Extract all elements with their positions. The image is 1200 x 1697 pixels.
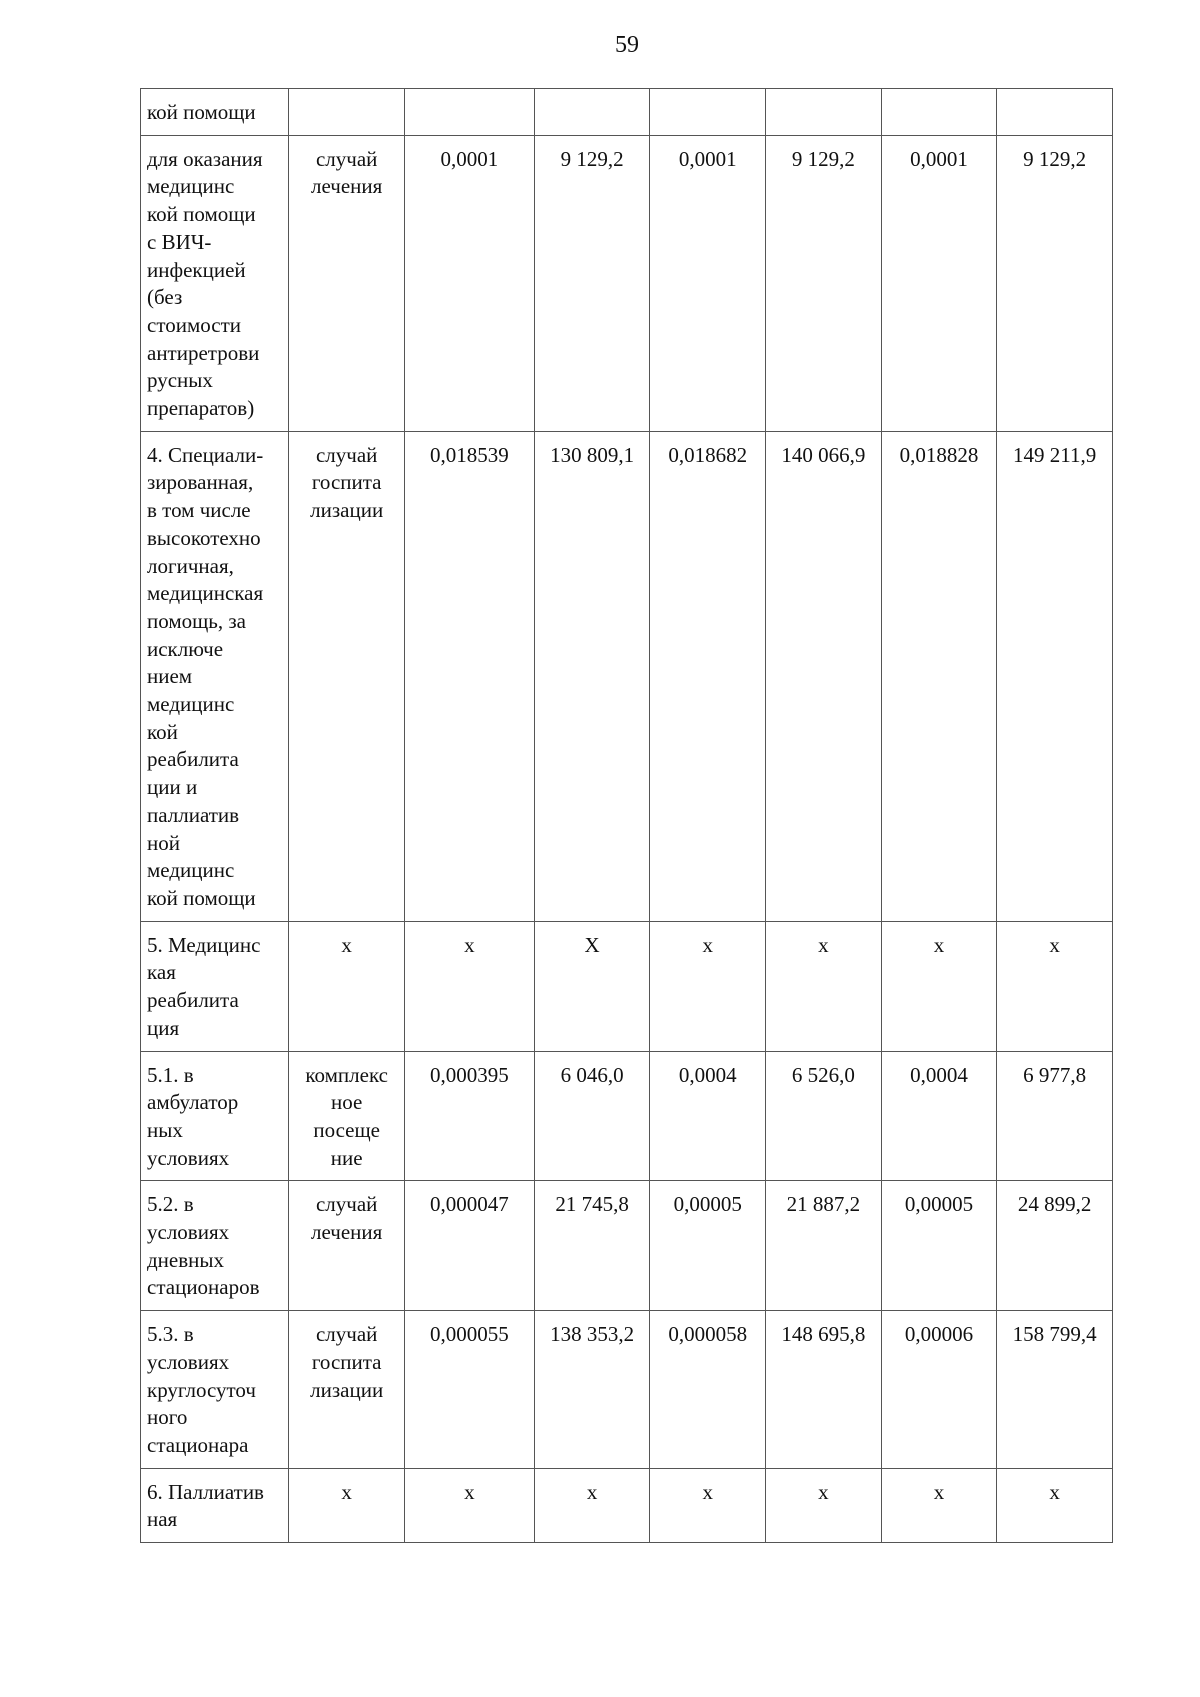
row-name-cell (141, 1468, 289, 1542)
row-name-line: 4. Специали- (147, 442, 264, 467)
value-text: 0,00005 (673, 1192, 742, 1217)
row-name-line: кой (147, 719, 178, 744)
value-cell (404, 1311, 534, 1469)
value-cell (404, 135, 534, 431)
value-cell (881, 89, 997, 136)
value-text: 0,018682 (668, 442, 748, 467)
value-cell (997, 921, 1113, 1051)
unit-line: посеще (313, 1117, 380, 1142)
value-cell (650, 431, 766, 921)
unit-line: ное (331, 1090, 363, 1115)
value-text: х (464, 932, 475, 957)
row-name-line: ная (147, 1507, 178, 1532)
table-row (141, 921, 1113, 1051)
value-text: х (1049, 1479, 1060, 1504)
table-row (141, 1468, 1113, 1542)
value-text: х (1049, 932, 1060, 957)
unit-line: случай (315, 442, 378, 467)
unit-line: случай (315, 1322, 378, 1347)
row-name-cell (141, 135, 289, 431)
value-text: 0,000058 (668, 1322, 748, 1347)
row-name-line: 5.3. в (147, 1322, 194, 1347)
row-name-line: русных (147, 368, 213, 393)
value-text: 138 353,2 (550, 1322, 635, 1347)
value-cell (404, 921, 534, 1051)
value-cell (881, 1181, 997, 1311)
row-name-line: кой помощи (147, 202, 256, 227)
row-name-line: ции и (147, 775, 198, 800)
unit-line: ние (330, 1145, 363, 1170)
value-cell (881, 431, 997, 921)
page-number: 59 (615, 32, 639, 58)
value-cell (997, 135, 1113, 431)
row-name-cell (141, 1311, 289, 1469)
unit-line: х (341, 1479, 352, 1504)
row-name-cell (141, 431, 289, 921)
value-text: 6 526,0 (791, 1062, 855, 1087)
value-text: х (586, 1479, 598, 1504)
row-name-line: амбулатор (147, 1090, 239, 1115)
table-row (141, 135, 1113, 431)
value-text: х (933, 1479, 945, 1504)
value-cell (650, 1051, 766, 1181)
row-name-line: инфекцией (147, 257, 246, 282)
row-name-line: дневных (147, 1247, 225, 1272)
row-name-line: 5. Медицинс (147, 932, 261, 957)
unit-line: лизации (310, 1377, 384, 1402)
value-text: 0,0001 (678, 146, 737, 171)
value-text: 0,0001 (910, 146, 968, 171)
unit-line: х (341, 932, 352, 957)
value-text: 21 745,8 (555, 1192, 629, 1217)
unit-cell (289, 1181, 405, 1311)
value-text: 24 899,2 (1017, 1192, 1092, 1217)
value-cell (650, 921, 766, 1051)
row-name-line: исключе (147, 636, 224, 661)
row-name-line: для оказания (147, 146, 263, 171)
value-text: 0,0004 (910, 1062, 968, 1087)
unit-line: лечения (311, 1220, 383, 1245)
value-cell (404, 1051, 534, 1181)
value-text: 9 129,2 (560, 146, 624, 171)
value-text: 0,0001 (440, 146, 499, 171)
row-name-line: 5.1. в (147, 1062, 194, 1087)
unit-line: госпита (311, 470, 382, 495)
row-name-line: ция (147, 1015, 180, 1040)
unit-line: комплекс (305, 1062, 388, 1087)
value-cell (997, 1311, 1113, 1469)
value-cell (650, 89, 766, 136)
value-cell (766, 135, 882, 431)
unit-line: лизации (310, 498, 384, 523)
value-text: 0,00006 (904, 1322, 974, 1347)
row-name-line: помощь, за (147, 608, 246, 633)
row-name-line: кая (147, 960, 176, 985)
value-text: х (818, 932, 829, 957)
table-row (141, 1311, 1113, 1469)
value-cell (766, 921, 882, 1051)
value-cell (997, 89, 1113, 136)
value-text: 0,018828 (899, 442, 979, 467)
table-row (141, 431, 1113, 921)
value-text: 6 977,8 (1023, 1062, 1087, 1087)
value-cell (534, 135, 650, 431)
row-name-line: стационара (147, 1432, 249, 1457)
row-name-line: ных (147, 1117, 183, 1142)
value-text: 0,018539 (430, 442, 509, 467)
unit-line: лечения (311, 174, 383, 199)
value-text: 149 211,9 (1013, 442, 1097, 467)
value-text: х (702, 1479, 713, 1504)
row-name-line: стационаров (147, 1275, 260, 1300)
row-name-line: с ВИЧ- (147, 229, 212, 254)
value-text: 130 809,1 (550, 442, 635, 467)
row-name-line: высокотехно (147, 525, 261, 550)
value-cell (534, 921, 650, 1051)
row-name-line: антиретрови (147, 340, 260, 365)
row-name-line: препаратов) (147, 396, 255, 421)
value-cell (881, 921, 997, 1051)
row-name-line: круглосуточ (147, 1377, 256, 1402)
unit-cell (289, 1468, 405, 1542)
value-cell (766, 431, 882, 921)
row-name-line: ной (147, 830, 180, 855)
value-cell (534, 1181, 650, 1311)
value-cell (997, 1181, 1113, 1311)
table-row (141, 1181, 1113, 1311)
value-text: Х (584, 932, 600, 957)
value-text: 148 695,8 (781, 1322, 866, 1347)
value-text: х (464, 1479, 475, 1504)
value-text: х (702, 932, 713, 957)
value-text: 9 129,2 (791, 146, 855, 171)
value-cell (766, 1051, 882, 1181)
row-name-line: медицинс (147, 692, 235, 717)
unit-line: госпита (311, 1349, 382, 1374)
unit-cell (289, 135, 405, 431)
row-name-line: в том числе (147, 498, 251, 523)
row-name-cell (141, 921, 289, 1051)
unit-cell (289, 921, 405, 1051)
value-text: 158 799,4 (1012, 1322, 1097, 1347)
row-name-line: паллиатив (147, 802, 240, 827)
value-text: х (933, 932, 945, 957)
value-cell (997, 431, 1113, 921)
row-name-cell (141, 89, 289, 136)
row-name-line: условиях (147, 1220, 230, 1245)
value-cell (534, 1051, 650, 1181)
value-cell (766, 89, 882, 136)
value-cell (404, 1181, 534, 1311)
value-text: 9 129,2 (1023, 146, 1087, 171)
value-cell (650, 1181, 766, 1311)
row-name-line: (без (147, 285, 183, 310)
value-cell (650, 1468, 766, 1542)
value-cell (881, 1051, 997, 1181)
value-text: 21 887,2 (786, 1192, 861, 1217)
table-row (141, 89, 1113, 136)
value-cell (997, 1051, 1113, 1181)
value-cell (534, 431, 650, 921)
row-name-line: медицинс (147, 858, 235, 883)
value-cell (766, 1181, 882, 1311)
value-cell (534, 89, 650, 136)
row-name-cell (141, 1051, 289, 1181)
unit-cell (289, 1311, 405, 1469)
value-cell (766, 1311, 882, 1469)
value-text: 0,000395 (430, 1062, 509, 1087)
row-name-cell (141, 1181, 289, 1311)
value-text: 0,0004 (678, 1062, 737, 1087)
row-name-line: кой помощи (147, 100, 256, 124)
row-name-line: медицинская (147, 581, 264, 606)
unit-cell (289, 89, 405, 136)
value-text: 0,000047 (430, 1192, 509, 1217)
row-name-line: логичная, (147, 553, 234, 578)
row-name-line: условиях (147, 1145, 230, 1170)
value-text: 140 066,9 (781, 442, 866, 467)
value-text: х (818, 1479, 829, 1504)
unit-cell (289, 1051, 405, 1181)
unit-line: случай (315, 1192, 378, 1217)
value-text: 0,00005 (904, 1192, 974, 1217)
row-name-line: нием (147, 664, 193, 689)
row-name-line: условиях (147, 1349, 230, 1374)
row-name-line: реабилита (147, 747, 239, 772)
value-cell (881, 1468, 997, 1542)
value-text: 0,000055 (430, 1322, 509, 1347)
value-cell (404, 89, 534, 136)
value-cell (534, 1311, 650, 1469)
value-cell (881, 135, 997, 431)
row-name-line: стоимости (147, 312, 242, 337)
unit-cell (289, 431, 405, 921)
row-name-line: реабилита (147, 988, 239, 1013)
row-name-line: 5.2. в (147, 1192, 194, 1217)
row-name-line: зированная, (147, 470, 254, 495)
unit-line: случай (315, 146, 378, 171)
table-row (141, 1051, 1113, 1181)
row-name-line: кой помощи (147, 885, 256, 910)
value-cell (534, 1468, 650, 1542)
value-cell (650, 135, 766, 431)
row-name-line: 6. Паллиатив (147, 1479, 264, 1504)
data-table (140, 88, 1113, 1543)
value-text: 6 046,0 (560, 1062, 624, 1087)
row-name-line: медицинс (147, 174, 235, 199)
value-cell (997, 1468, 1113, 1542)
value-cell (404, 1468, 534, 1542)
row-name-line: ного (147, 1405, 188, 1430)
value-cell (650, 1311, 766, 1469)
value-cell (766, 1468, 882, 1542)
value-cell (881, 1311, 997, 1469)
value-cell (404, 431, 534, 921)
